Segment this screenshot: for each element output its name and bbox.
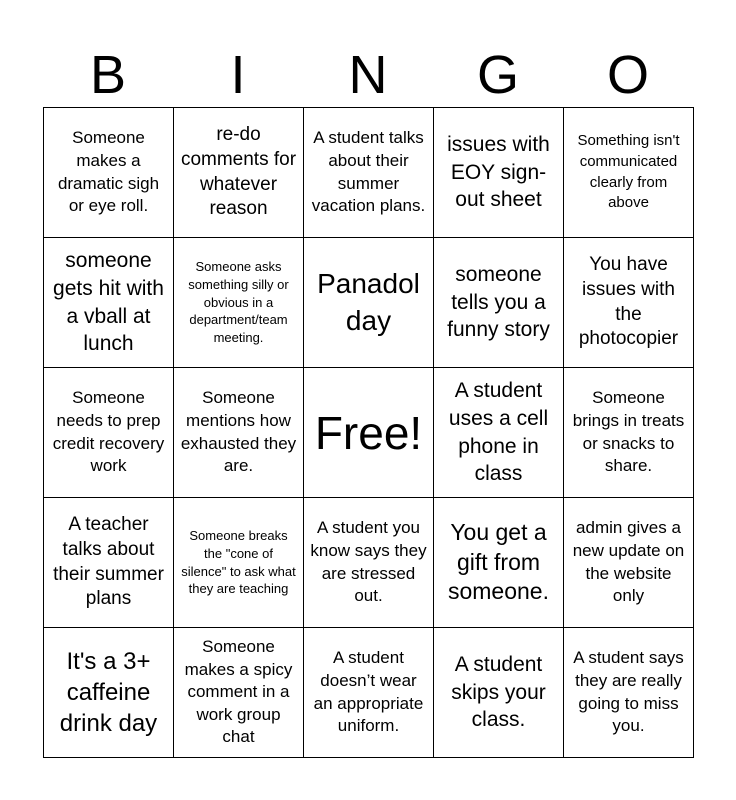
cell-text: A student says they are really going to miss you. (573, 648, 684, 736)
cell-text: A teacher talks about their summer plans (53, 514, 164, 610)
bingo-header (43, 44, 693, 106)
bingo-cell[interactable] (304, 238, 434, 368)
bingo-cell[interactable] (44, 238, 174, 368)
cell-text: A student doesn’t wear an appropriate uniform. (313, 648, 424, 736)
cell-text: Someone breaks the "cone of silence" to ask what they are teaching (181, 527, 296, 597)
cell-text: Someone needs to prep credit recovery work (52, 388, 165, 476)
cell-text: You get a gift from someone. (447, 518, 549, 605)
bingo-cell[interactable] (44, 368, 174, 498)
cell-text: re-do comments for whatever reason (180, 124, 297, 220)
header-letter-n: N (348, 45, 388, 105)
bingo-cell[interactable] (174, 628, 304, 758)
header-letter-i: I (230, 45, 246, 105)
bingo-cell[interactable] (174, 238, 304, 368)
header-letter-g: G (476, 45, 519, 105)
bingo-cell[interactable] (564, 238, 694, 368)
bingo-cell[interactable] (434, 498, 564, 628)
free-space-cell[interactable] (304, 368, 434, 498)
bingo-cell[interactable] (174, 108, 304, 238)
free-space-text: Free! (314, 406, 423, 459)
bingo-board (43, 107, 694, 758)
cell-text: Someone makes a spicy comment in a work group chat (184, 636, 293, 747)
bingo-cell[interactable] (434, 628, 564, 758)
cell-text: Someone mentions how exhausted they are. (180, 388, 297, 476)
bingo-cell[interactable] (174, 498, 304, 628)
cell-text: Someone brings in treats or snacks to share. (572, 388, 685, 476)
bingo-cell[interactable] (564, 498, 694, 628)
bingo-cell[interactable] (44, 108, 174, 238)
header-letter-b: B (89, 45, 127, 105)
cell-text: admin gives a new update on the website only (572, 518, 685, 606)
cell-text: Something isn't communicated clearly from above (577, 132, 680, 212)
cell-text: someone gets hit with a vball at lunch (53, 248, 164, 356)
bingo-cell[interactable] (44, 498, 174, 628)
cell-text: A student you know says they are stressed out. (310, 518, 427, 606)
bingo-cell[interactable] (304, 498, 434, 628)
cell-text: Someone asks something silly or obvious in a department/team meeting. (188, 258, 289, 346)
bingo-cell[interactable] (564, 368, 694, 498)
bingo-cell[interactable] (564, 108, 694, 238)
bingo-cell[interactable] (44, 628, 174, 758)
bingo-cell[interactable] (174, 368, 304, 498)
bingo-cell[interactable] (434, 108, 564, 238)
cell-text: You have issues with the photocopier (578, 254, 679, 350)
cell-text: issues with EOY sign-out sheet (447, 132, 550, 212)
bingo-cell[interactable] (564, 628, 694, 758)
bingo-cell[interactable] (434, 368, 564, 498)
header-letter-o: O (606, 45, 649, 105)
bingo-cell[interactable] (304, 108, 434, 238)
bingo-cell[interactable] (434, 238, 564, 368)
cell-text: someone tells you a funny story (447, 262, 550, 342)
cell-text: Panadol day (317, 268, 420, 336)
cell-text: A student uses a cell phone in class (448, 378, 549, 486)
cell-text: It's a 3+ caffeine drink day (59, 647, 158, 738)
cell-text: Someone makes a dramatic sigh or eye roll. (57, 128, 160, 216)
cell-text: A student skips your class. (451, 652, 546, 732)
bingo-cell[interactable] (304, 628, 434, 758)
cell-text: A student talks about their summer vacation plans. (311, 128, 426, 216)
